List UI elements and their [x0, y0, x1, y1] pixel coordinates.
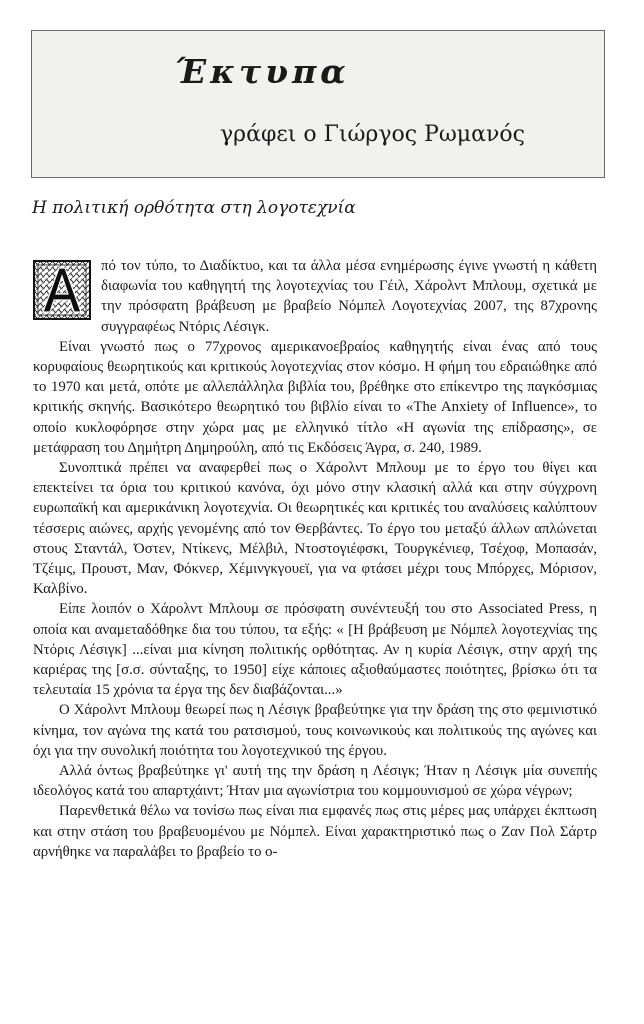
article-body — [33, 256, 597, 862]
article-paragraph: Παρενθετικά θέλω να τονίσω πως είναι πια εμφανές πως στις μέρες μας υπάρχει έκπτωση και στην στάση του βραβευομένου με Νόμπελ. Είναι χαρακτηριστικό πως ο Ζαν Πολ Σάρτρ αρνήθηκε να παραλάβει το βραβείο το ο- — [33, 803, 597, 860]
article-paragraph: Είπε λοιπόν ο Χάρολντ Μπλουμ σε πρόσφατη συνέντευξή του στο Associated Press, η οποία και αναμεταδόθηκε δια του τύπου, τα εξής: « [Η βράβευση με Νόμπελ λογοτεχνίας της Ντόρις Λέσιγκ] ...είναι μια κίνηση πολιτικής ορθότητας. Αν η κυρία Λέσιγκ, στην αρχή της καριέρας της [σ.σ. σύνταξης, το 1950] είχε κάποιες αξιοθαύμαστες ποιότητες, βρίσκω ότι τα τελευταία 15 χρόνια τα έργα της δεν διαβάζονται...» — [33, 601, 597, 699]
column-byline: γράφει ο Γιώργος Ρωμανός — [220, 122, 525, 147]
article-heading: Η πολιτική ορθότητα στη λογοτεχνία — [32, 198, 356, 218]
article-paragraph: πό τον τύπο, το Διαδίκτυο, και τα άλλα μέσα ενημέρωσης έγινε γνωστή η κάθετη διαφωνία του καθηγητή της λογοτεχνίας του Γέιλ, Χάρολντ Μπλουμ, σχετικά με την πρόσφατη βράβευση με βραβείο Νόμπελ Λογοτεχνίας 2007, της 87χρονης συγγραφέως Ντόρις Λέσιγκ. — [33, 256, 597, 337]
article-paragraph: Συνοπτικά πρέπει να αναφερθεί πως ο Χάρολντ Μπλουμ με το έργο του θίγει και επεκτείνει τα όρια του κριτικού κανόνα, όχι μόνο στην κλασική αλλά και στην σύγχρονη ευρωπαϊκή και αμερικάνικη λογοτεχνία. Οι θεωρητικές και κριτικές του αναλύσεις καλύπτουν τέσσερις αιώνες, αρχής γενομένης από τον Θερβάντες. Το έργο του μεταξύ άλλων απλώνεται στους Σταντάλ, Όστεν, Ντίκενς, Μέλβιλ, Ντοστογιέφσκι, Τουργκένιεφ, Τσέχοφ, Μοπασάν, Τζέιμς, Προυστ, Μαν, Φόκνερ, Χέμινγκγουεϊ, για να φτάσει μέχρι τους Μπόρχες, Μόρισον, Καλβίνο. — [33, 460, 597, 598]
article-paragraph: Ο Χάρολντ Μπλουμ θεωρεί πως η Λέσιγκ βραβεύτηκε για την δράση της στο φεμινιστικό κίνημα, τον αγώνα της κατά του ρατσισμού, τους κοινωνικούς και πολιτικούς της αγώνες και όχι για την συνολική ποιότητα του λογοτεχνικού της έργου. — [33, 702, 597, 759]
article-paragraph: Είναι γνωστό πως ο 77χρονος αμερικανοεβραίος καθηγητής είναι ένας από τους κορυφαίους θεωρητικούς και κριτικούς λογοτεχνίας στον κόσμο. Η φήμη του εδραιώθηκε από το 1970 και μετά, οπότε με αλλεπάλληλα βιβλία του, βρέθηκε στο επίκεντρο της παγκόσμιας κριτικής σκηνής. Βασικότερο θεωρητικό του βιβλίο είναι το «The Anxiety of Influence», το οποίο κυκλοφόρησε στην χώρα μας με ελληνικό τίτλο «Η αγωνία της επίδρασης», σε μετάφραση του Δημήτρη Δημηρούλη, από τις Εκδόσεις Άγρα, σ. 240, 1989. — [33, 338, 597, 456]
column-title: Έκτυπα — [175, 52, 350, 91]
decorative-drop-cap — [33, 260, 91, 320]
article-paragraph: Αλλά όντως βραβεύτηκε γι' αυτή της την δράση η Λέσιγκ; Ήταν η Λέσιγκ μία συνεπής ιδεολόγος κατά του απαρτχάιντ; Ήταν μια αγωνίστρια του κομμουνισμού σε χώρα νέγρων; — [33, 763, 597, 800]
